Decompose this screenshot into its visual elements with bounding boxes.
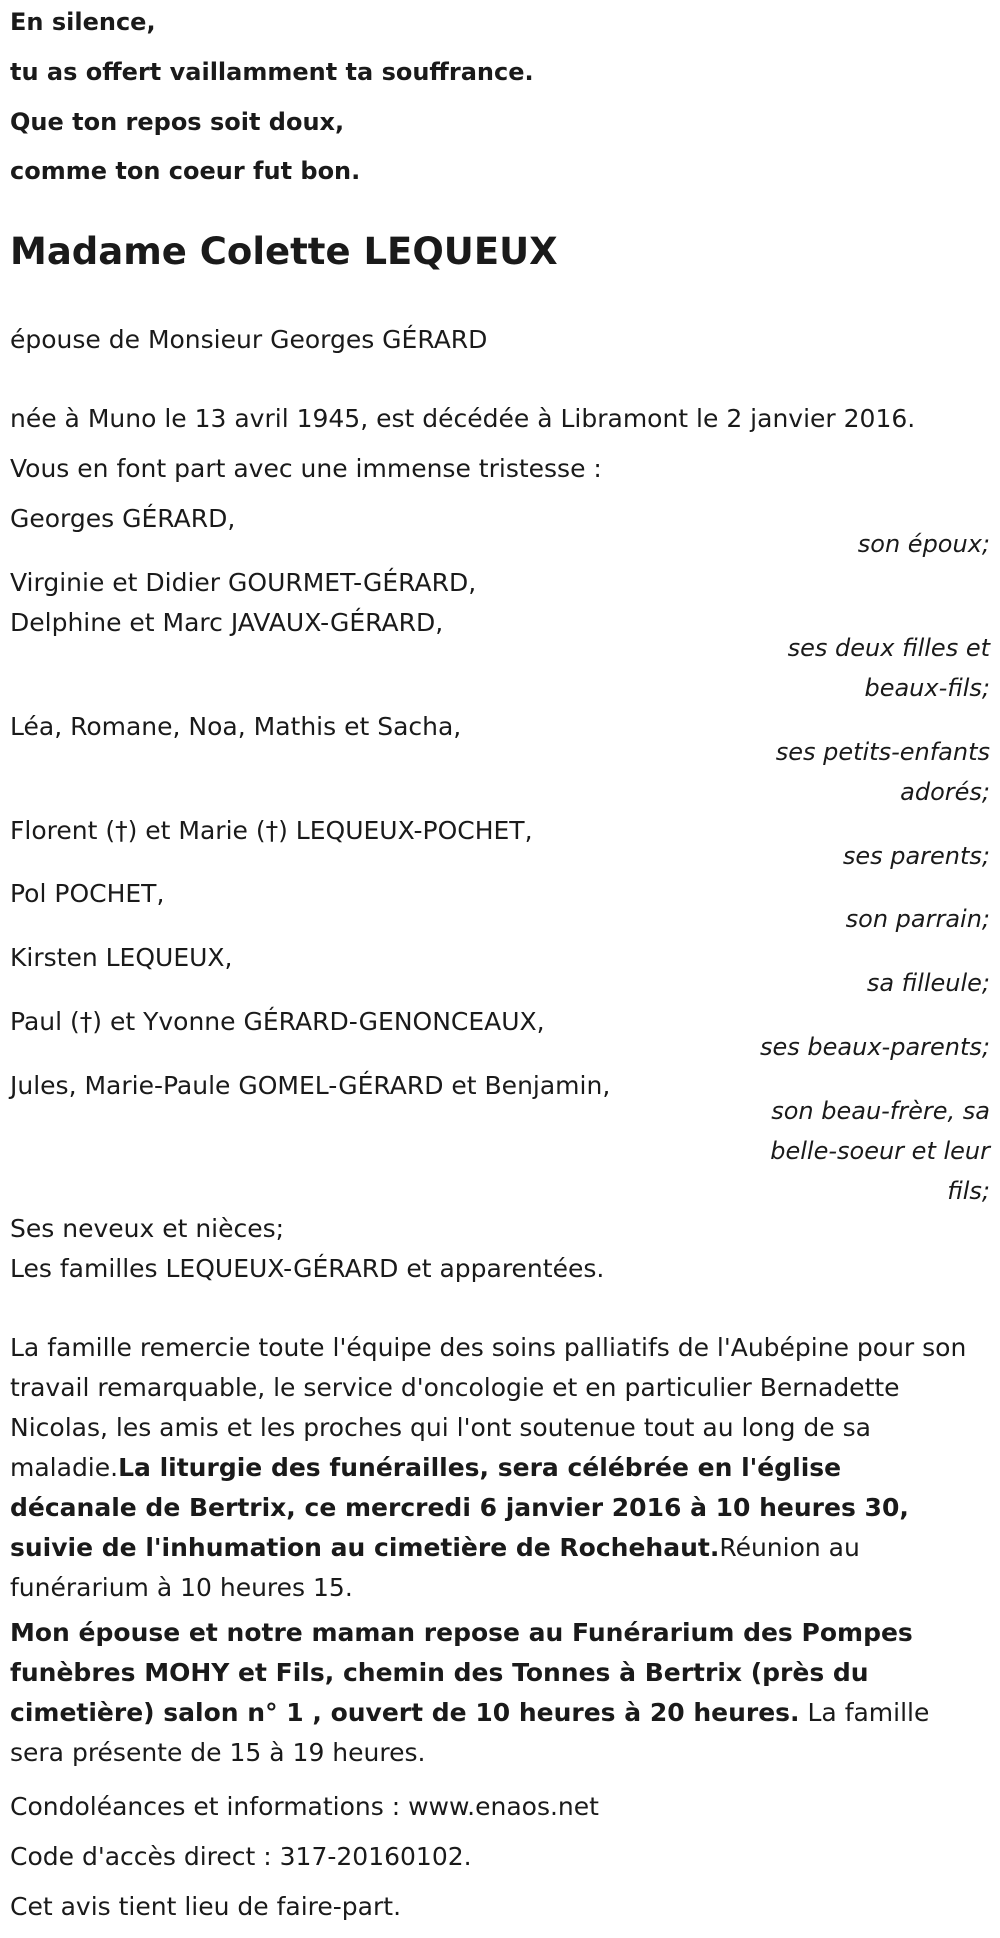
thanks-text: La famille remercie toute l'équipe des soins palliatifs de l'Aubépine pour son travail remarquable, le service d'oncologie et en particulier Bernadette Nicolas, les amis et les proches qui l'ont soutenue tout au long de sa maladie.	[10, 1333, 967, 1482]
family-relation: son parrain;	[845, 905, 990, 933]
family-name: Kirsten LEQUEUX,	[10, 943, 233, 972]
family-name: Virginie et Didier GOURMET-GÉRARD,	[10, 568, 477, 597]
family-relation: ses parents;	[842, 842, 990, 870]
family-name: Georges GÉRARD,	[10, 504, 236, 533]
family-relation: son beau-frère, sa belle-soeur et leur fils;	[770, 1097, 990, 1205]
notice-line: Cet avis tient lieu de faire-part.	[10, 1892, 402, 1921]
family-name: Pol POCHET,	[10, 879, 165, 908]
family-name: Jules, Marie-Paule GOMEL-GÉRARD et Benjamin,	[10, 1071, 611, 1100]
poem-line-2: tu as offert vaillamment ta souffrance.	[10, 58, 534, 86]
extended-family-line-2: Les familles LEQUEUX-GÉRARD et apparentées.	[10, 1254, 605, 1283]
extended-family-line-1: Ses neveux et nièces;	[10, 1214, 285, 1243]
deceased-name: Madame Colette LEQUEUX	[10, 230, 558, 273]
birth-death-line: née à Muno le 13 avril 1945, est décédée à Libramont le 2 janvier 2016.	[10, 404, 916, 433]
family-relation: ses petits-enfants adorés;	[775, 738, 990, 806]
family-relation: sa filleule;	[866, 969, 990, 997]
repose-rest: La famille sera présente de 15 à 19 heures.	[10, 1698, 930, 1767]
family-name: Delphine et Marc JAVAUX-GÉRARD,	[10, 608, 444, 637]
family-relation: son époux;	[857, 530, 990, 558]
family-relation: ses beaux-parents;	[760, 1033, 990, 1061]
family-name: Paul (†) et Yvonne GÉRARD-GENONCEAUX,	[10, 1007, 545, 1036]
access-code-line: Code d'accès direct : 317-20160102.	[10, 1842, 472, 1871]
poem-line-4: comme ton coeur fut bon.	[10, 157, 361, 185]
repose-details: Mon épouse et notre maman repose au Funérarium des Pompes funèbres MOHY et Fils, chemin des Tonnes à Bertrix (près du cimetière) salon n° 1 , ouvert de 10 heures à 20 heures.	[10, 1618, 913, 1727]
family-name: Florent (†) et Marie (†) LEQUEUX-POCHET,	[10, 816, 533, 845]
meeting-text: Réunion au funérarium à 10 heures 15.	[10, 1533, 860, 1602]
family-relation: ses deux filles et beaux-fils;	[787, 634, 990, 702]
condolences-line: Condoléances et informations : www.enaos.net	[10, 1792, 599, 1821]
spouse-line: épouse de Monsieur Georges GÉRARD	[10, 325, 488, 354]
funeral-details: La liturgie des funérailles, sera célébrée en l'église décanale de Bertrix, ce mercredi 6 janvier 2016 à 10 heures 30, suivie de l'inhumation au cimetière de Rochehaut.	[10, 1453, 909, 1562]
thanks-paragraph	[10, 1328, 970, 1608]
poem-line-1: En silence,	[10, 8, 156, 36]
announcement-intro: Vous en font part avec une immense tristesse :	[10, 454, 602, 483]
poem-line-3: Que ton repos soit doux,	[10, 108, 345, 136]
family-name: Léa, Romane, Noa, Mathis et Sacha,	[10, 712, 462, 741]
repose-paragraph	[10, 1613, 970, 1773]
